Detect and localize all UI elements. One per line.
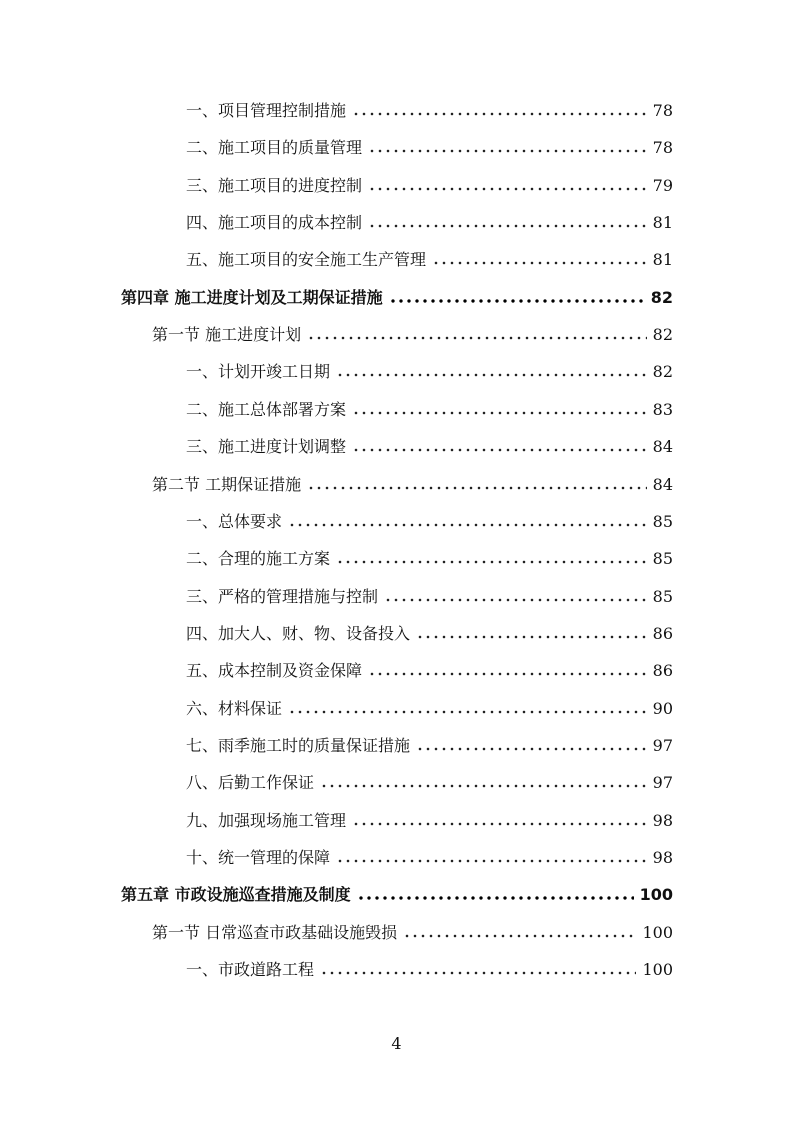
toc-entry-label: 一、项目管理控制措施 bbox=[186, 101, 347, 120]
dot-leader bbox=[336, 858, 647, 864]
toc-entry-page: 100 bbox=[642, 960, 673, 980]
page-number: 4 bbox=[391, 1034, 402, 1053]
toc-entry-page: 85 bbox=[652, 511, 673, 531]
toc-entry-label: 一、总体要求 bbox=[186, 511, 283, 531]
toc-item-entry[interactable] bbox=[186, 585, 673, 609]
toc-entry-label: 六、材料保证 bbox=[186, 698, 283, 718]
toc-item-entry[interactable] bbox=[186, 360, 673, 384]
toc-entry-label: 二、施工总体部署方案 bbox=[186, 399, 347, 419]
toc-entry-page: 98 bbox=[652, 810, 673, 830]
toc-item-entry[interactable] bbox=[186, 99, 673, 123]
toc-entry-page: 84 bbox=[652, 474, 673, 494]
toc-item-entry[interactable] bbox=[186, 958, 673, 982]
toc-entry-label: 第五章 市政设施巡查措施及制度 bbox=[121, 885, 351, 905]
toc-entry-page: 100 bbox=[639, 885, 673, 905]
toc-entry-label: 五、成本控制及资金保障 bbox=[186, 661, 363, 681]
toc-item-entry[interactable] bbox=[186, 846, 673, 870]
dot-leader bbox=[357, 895, 634, 901]
toc-entry-page: 97 bbox=[652, 773, 673, 793]
dot-leader bbox=[288, 709, 647, 715]
dot-leader bbox=[352, 447, 647, 453]
toc-item-entry[interactable] bbox=[186, 211, 673, 235]
toc-entry-page: 100 bbox=[642, 922, 673, 942]
toc-entry-page: 78 bbox=[652, 101, 673, 120]
toc-section-entry[interactable] bbox=[152, 473, 673, 497]
toc-entry-page: 82 bbox=[652, 362, 673, 382]
dot-leader bbox=[288, 522, 647, 528]
toc-entry-label: 三、施工进度计划调整 bbox=[186, 437, 347, 457]
dot-leader bbox=[368, 671, 647, 677]
toc-entry-page: 84 bbox=[652, 437, 673, 457]
dot-leader bbox=[403, 933, 636, 939]
toc-entry-page: 81 bbox=[652, 213, 673, 233]
toc-item-entry[interactable] bbox=[186, 659, 673, 683]
dot-leader bbox=[307, 485, 647, 491]
toc-section-entry[interactable] bbox=[152, 921, 673, 945]
toc-item-entry[interactable] bbox=[186, 248, 673, 272]
dot-leader bbox=[368, 223, 647, 229]
toc-entry-page: 83 bbox=[652, 399, 673, 419]
toc-entry-label: 第二节 工期保证措施 bbox=[152, 474, 302, 494]
toc-entry-label: 五、施工项目的安全施工生产管理 bbox=[186, 250, 427, 270]
toc-entry-page: 90 bbox=[652, 698, 673, 718]
toc-item-entry[interactable] bbox=[186, 771, 673, 795]
toc-entry-page: 78 bbox=[652, 138, 673, 158]
toc-entry-label: 二、合理的施工方案 bbox=[186, 549, 331, 569]
toc-entry-label: 第一节 施工进度计划 bbox=[152, 325, 302, 345]
dot-leader bbox=[384, 597, 647, 603]
dot-leader bbox=[416, 746, 647, 752]
toc-entry-page: 86 bbox=[652, 661, 673, 681]
dot-leader bbox=[336, 559, 647, 565]
dot-leader bbox=[320, 970, 636, 976]
dot-leader bbox=[352, 410, 647, 416]
toc-item-entry[interactable] bbox=[186, 809, 673, 833]
toc-entry-label: 九、加强现场施工管理 bbox=[186, 810, 347, 830]
toc-entry-label: 四、施工项目的成本控制 bbox=[186, 213, 363, 233]
toc-entry-page: 82 bbox=[650, 287, 673, 307]
toc-entry-label: 七、雨季施工时的质量保证措施 bbox=[186, 735, 411, 755]
dot-leader bbox=[352, 111, 647, 117]
toc-entry-label: 二、施工项目的质量管理 bbox=[186, 138, 363, 158]
toc-section-entry[interactable] bbox=[152, 323, 673, 347]
toc-entry-label: 第四章 施工进度计划及工期保证措施 bbox=[121, 287, 383, 307]
toc-entry-label: 四、加大人、财、物、设备投入 bbox=[186, 623, 411, 643]
dot-leader bbox=[352, 821, 647, 827]
toc-entry-label: 一、市政道路工程 bbox=[186, 960, 315, 980]
dot-leader bbox=[368, 186, 647, 192]
toc-entry-page: 98 bbox=[652, 848, 673, 867]
toc-item-entry[interactable] bbox=[186, 547, 673, 571]
toc-entry-page: 86 bbox=[652, 623, 673, 643]
toc-entry-page: 79 bbox=[652, 175, 673, 195]
toc-entry-label: 十、统一管理的保障 bbox=[186, 848, 331, 867]
toc-chapter-entry[interactable] bbox=[121, 286, 673, 310]
dot-leader bbox=[432, 260, 647, 266]
toc-item-entry[interactable] bbox=[186, 136, 673, 160]
toc-item-entry[interactable] bbox=[186, 697, 673, 721]
toc-entry-label: 三、严格的管理措施与控制 bbox=[186, 586, 379, 606]
toc-entry-label: 一、计划开竣工日期 bbox=[186, 362, 331, 382]
toc-entry-label: 三、施工项目的进度控制 bbox=[186, 175, 363, 195]
toc-entry-label: 八、后勤工作保证 bbox=[186, 773, 315, 793]
toc-entry-page: 81 bbox=[652, 250, 673, 270]
toc-chapter-entry[interactable] bbox=[121, 883, 673, 907]
toc-entry-page: 82 bbox=[652, 325, 673, 345]
toc-item-entry[interactable] bbox=[186, 510, 673, 534]
toc-item-entry[interactable] bbox=[186, 734, 673, 758]
toc-item-entry[interactable] bbox=[186, 398, 673, 422]
dot-leader bbox=[389, 298, 645, 304]
toc-item-entry[interactable] bbox=[186, 435, 673, 459]
toc-item-entry[interactable] bbox=[186, 174, 673, 198]
toc-entry-page: 85 bbox=[652, 586, 673, 606]
dot-leader bbox=[416, 634, 647, 640]
dot-leader bbox=[320, 783, 647, 789]
toc-entry-page: 85 bbox=[652, 549, 673, 569]
toc-entry-label: 第一节 日常巡查市政基础设施毁损 bbox=[152, 922, 398, 942]
toc-entry-page: 97 bbox=[652, 735, 673, 755]
dot-leader bbox=[307, 335, 647, 341]
dot-leader bbox=[368, 148, 647, 154]
toc-item-entry[interactable] bbox=[186, 622, 673, 646]
dot-leader bbox=[336, 372, 647, 378]
